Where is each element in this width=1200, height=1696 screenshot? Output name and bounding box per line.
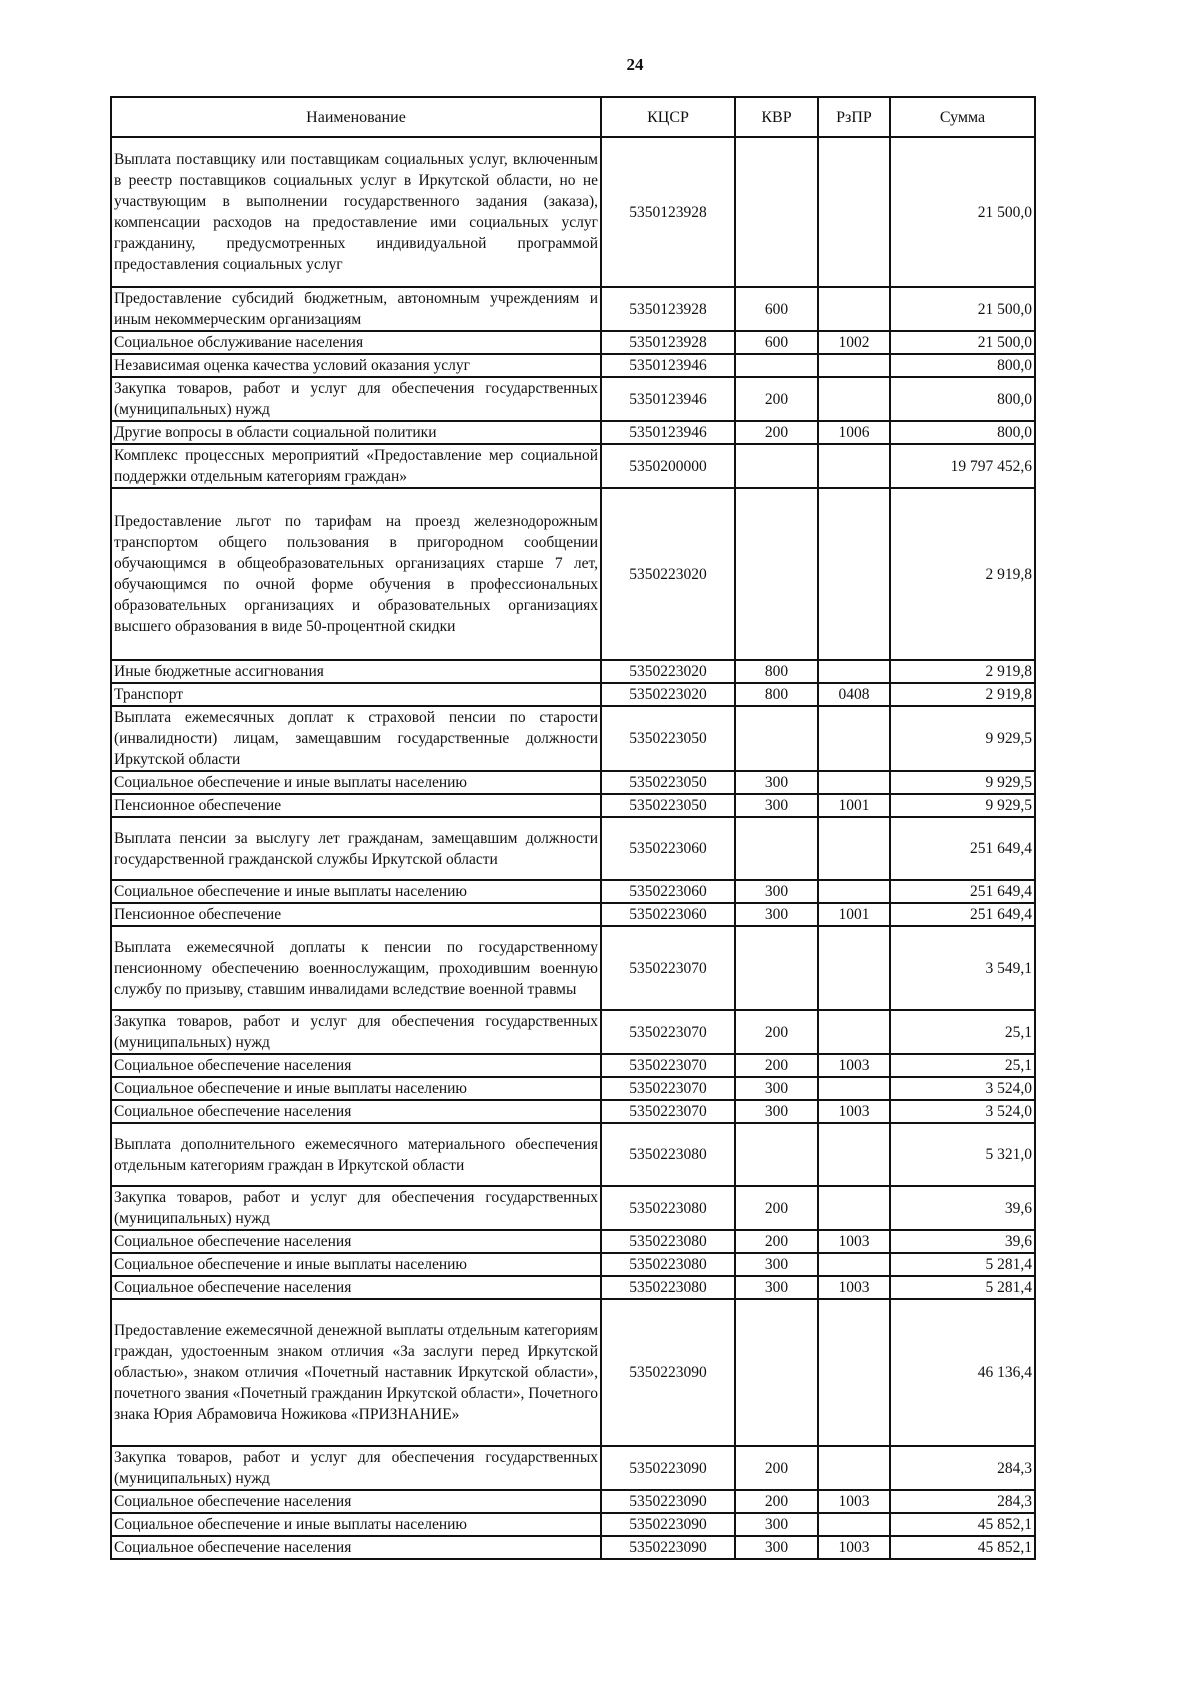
header-rzpr: РзПР [818, 97, 890, 137]
row-sum: 45 852,1 [890, 1513, 1035, 1536]
row-rzpr [818, 880, 890, 903]
table-row [111, 1077, 1035, 1100]
row-sum: 25,1 [890, 1054, 1035, 1077]
row-sum: 46 136,4 [890, 1299, 1035, 1446]
row-rzpr [818, 706, 890, 771]
row-kcsr: 5350223050 [601, 794, 735, 817]
row-kvr [735, 444, 818, 488]
row-kvr: 200 [735, 1490, 818, 1513]
row-name: Выплата поставщику или поставщикам социальных услуг, включенным в реестр поставщиков социальных услуг в Иркутской области, но не участвующим в выполнении государственного задания (заказа), компенсации расходов на предоставление ими социальных услуг гражданину, предусмотренных индивидуальной программой предоставления социальных услуг [111, 137, 601, 287]
row-rzpr: 1006 [818, 421, 890, 444]
table-row [111, 1186, 1035, 1230]
row-name: Выплата пенсии за выслугу лет гражданам, замещавшим должности государственной гражданской службы Иркутской области [111, 817, 601, 880]
row-rzpr [818, 1253, 890, 1276]
row-name: Социальное обеспечение населения [111, 1230, 601, 1253]
row-sum: 800,0 [890, 354, 1035, 377]
table-row [111, 926, 1035, 1010]
row-name: Закупка товаров, работ и услуг для обеспечения государственных (муниципальных) нужд [111, 377, 601, 421]
row-kcsr: 5350223090 [601, 1513, 735, 1536]
row-kcsr: 5350223020 [601, 683, 735, 706]
row-kcsr: 5350223020 [601, 488, 735, 660]
row-kcsr: 5350223080 [601, 1253, 735, 1276]
row-sum: 251 649,4 [890, 903, 1035, 926]
table-row [111, 488, 1035, 660]
table-row [111, 1536, 1035, 1559]
row-rzpr: 1003 [818, 1230, 890, 1253]
row-rzpr: 1003 [818, 1536, 890, 1559]
row-rzpr: 1003 [818, 1490, 890, 1513]
row-rzpr [818, 817, 890, 880]
row-kcsr: 5350223060 [601, 880, 735, 903]
row-kvr [735, 354, 818, 377]
row-kcsr: 5350223080 [601, 1230, 735, 1253]
row-name: Транспорт [111, 683, 601, 706]
row-rzpr: 1003 [818, 1100, 890, 1123]
row-sum: 3 549,1 [890, 926, 1035, 1010]
row-sum: 2 919,8 [890, 683, 1035, 706]
row-rzpr [818, 1077, 890, 1100]
table-row [111, 1513, 1035, 1536]
row-rzpr [818, 660, 890, 683]
row-kcsr: 5350223080 [601, 1123, 735, 1186]
table-row [111, 1253, 1035, 1276]
row-sum: 25,1 [890, 1010, 1035, 1054]
row-kvr: 300 [735, 771, 818, 794]
table-row [111, 1299, 1035, 1446]
row-kcsr: 5350123928 [601, 137, 735, 287]
row-kcsr: 5350223090 [601, 1446, 735, 1490]
row-kvr: 200 [735, 377, 818, 421]
row-kcsr: 5350223070 [601, 1100, 735, 1123]
row-name: Выплата ежемесячных доплат к страховой пенсии по старости (инвалидности) лицам, замещавшим государственные должности Иркутской области [111, 706, 601, 771]
row-kvr: 300 [735, 1513, 818, 1536]
row-sum: 251 649,4 [890, 817, 1035, 880]
table-row [111, 1100, 1035, 1123]
table-row [111, 771, 1035, 794]
table-row [111, 1010, 1035, 1054]
table-row [111, 444, 1035, 488]
row-rzpr: 1003 [818, 1054, 890, 1077]
row-kvr: 300 [735, 880, 818, 903]
row-name: Закупка товаров, работ и услуг для обеспечения государственных (муниципальных) нужд [111, 1010, 601, 1054]
row-sum: 5 281,4 [890, 1276, 1035, 1299]
row-rzpr [818, 1446, 890, 1490]
row-rzpr [818, 1010, 890, 1054]
row-kvr: 300 [735, 1100, 818, 1123]
table-body [111, 137, 1035, 1559]
table-row [111, 683, 1035, 706]
row-kvr: 200 [735, 1010, 818, 1054]
row-kvr: 300 [735, 1077, 818, 1100]
row-name: Независимая оценка качества условий оказания услуг [111, 354, 601, 377]
row-kvr [735, 1299, 818, 1446]
row-sum: 800,0 [890, 421, 1035, 444]
table-header-row [111, 97, 1035, 137]
row-sum: 21 500,0 [890, 137, 1035, 287]
row-kvr [735, 926, 818, 1010]
row-kvr [735, 137, 818, 287]
table-row [111, 1276, 1035, 1299]
row-rzpr [818, 1299, 890, 1446]
row-kvr: 300 [735, 903, 818, 926]
row-rzpr [818, 137, 890, 287]
row-kcsr: 5350223050 [601, 771, 735, 794]
row-kcsr: 5350123928 [601, 331, 735, 354]
table-row [111, 377, 1035, 421]
row-rzpr [818, 287, 890, 331]
table-row [111, 1446, 1035, 1490]
row-rzpr [818, 488, 890, 660]
row-name: Предоставление льгот по тарифам на проезд железнодорожным транспортом общего пользования в пригородном сообщении обучающимся в общеобразовательных организациях старше 7 лет, обучающимся по очной форме обучения в профессиональных образовательных организациях и образовательных организациях высшего образования в виде 50-процентной скидки [111, 488, 601, 660]
row-kcsr: 5350123946 [601, 377, 735, 421]
row-sum: 9 929,5 [890, 794, 1035, 817]
table-row [111, 794, 1035, 817]
row-kcsr: 5350123928 [601, 287, 735, 331]
row-kcsr: 5350123946 [601, 421, 735, 444]
row-rzpr [818, 1123, 890, 1186]
row-name: Комплекс процессных мероприятий «Предоставление мер социальной поддержки отдельным категориям граждан» [111, 444, 601, 488]
row-name: Социальное обеспечение населения [111, 1536, 601, 1559]
row-kvr: 300 [735, 1276, 818, 1299]
header-sum: Сумма [890, 97, 1035, 137]
row-kcsr: 5350200000 [601, 444, 735, 488]
row-rzpr: 1001 [818, 903, 890, 926]
row-kvr: 200 [735, 1446, 818, 1490]
row-name: Иные бюджетные ассигнования [111, 660, 601, 683]
row-kvr: 600 [735, 331, 818, 354]
header-kcsr: КЦСР [601, 97, 735, 137]
row-name: Социальное обеспечение и иные выплаты населению [111, 880, 601, 903]
row-sum: 39,6 [890, 1230, 1035, 1253]
row-kvr: 200 [735, 1054, 818, 1077]
row-name: Пенсионное обеспечение [111, 794, 601, 817]
row-kcsr: 5350123946 [601, 354, 735, 377]
row-name: Социальное обеспечение населения [111, 1054, 601, 1077]
row-sum: 800,0 [890, 377, 1035, 421]
row-sum: 3 524,0 [890, 1077, 1035, 1100]
row-name: Предоставление субсидий бюджетным, автономным учреждениям и иным некоммерческим организациям [111, 287, 601, 331]
row-rzpr: 1001 [818, 794, 890, 817]
row-sum: 2 919,8 [890, 488, 1035, 660]
row-rzpr: 0408 [818, 683, 890, 706]
row-sum: 284,3 [890, 1446, 1035, 1490]
row-kcsr: 5350223080 [601, 1276, 735, 1299]
row-rzpr: 1002 [818, 331, 890, 354]
row-sum: 39,6 [890, 1186, 1035, 1230]
row-rzpr [818, 354, 890, 377]
row-sum: 19 797 452,6 [890, 444, 1035, 488]
table-row [111, 287, 1035, 331]
row-kvr: 300 [735, 1253, 818, 1276]
row-sum: 2 919,8 [890, 660, 1035, 683]
row-sum: 284,3 [890, 1490, 1035, 1513]
row-name: Социальное обеспечение и иные выплаты населению [111, 1077, 601, 1100]
row-kvr: 300 [735, 1536, 818, 1559]
row-rzpr [818, 771, 890, 794]
row-name: Пенсионное обеспечение [111, 903, 601, 926]
row-kvr: 800 [735, 660, 818, 683]
row-name: Социальное обеспечение населения [111, 1490, 601, 1513]
row-kvr: 300 [735, 794, 818, 817]
row-sum: 21 500,0 [890, 287, 1035, 331]
table-row [111, 706, 1035, 771]
row-sum: 9 929,5 [890, 706, 1035, 771]
row-kcsr: 5350223090 [601, 1490, 735, 1513]
row-name: Закупка товаров, работ и услуг для обеспечения государственных (муниципальных) нужд [111, 1186, 601, 1230]
budget-table [110, 96, 1036, 1560]
table-row [111, 817, 1035, 880]
row-kvr [735, 1123, 818, 1186]
row-kvr [735, 706, 818, 771]
page-number: 24 [626, 55, 644, 74]
table-row [111, 903, 1035, 926]
row-name: Выплата ежемесячной доплаты к пенсии по государственному пенсионному обеспечению военнослужащим, проходившим военную службу по призыву, ставшим инвалидами вследствие военной травмы [111, 926, 601, 1010]
row-kcsr: 5350223090 [601, 1299, 735, 1446]
row-sum: 5 281,4 [890, 1253, 1035, 1276]
row-kcsr: 5350223070 [601, 926, 735, 1010]
row-kcsr: 5350223070 [601, 1077, 735, 1100]
header-kvr: КВР [735, 97, 818, 137]
table-row [111, 660, 1035, 683]
row-name: Предоставление ежемесячной денежной выплаты отдельным категориям граждан, удостоенным знаком отличия «За заслуги перед Иркутской областью», знаком отличия «Почетный наставник Иркутской области», почетного звания «Почетный гражданин Иркутской области», Почетного знака Юрия Абрамовича Ножикова «ПРИЗНАНИЕ» [111, 1299, 601, 1446]
table-row [111, 1230, 1035, 1253]
header-name: Наименование [111, 97, 601, 137]
row-name: Социальное обеспечение и иные выплаты населению [111, 1513, 601, 1536]
table-row [111, 1054, 1035, 1077]
table-row [111, 137, 1035, 287]
row-kcsr: 5350223090 [601, 1536, 735, 1559]
row-rzpr [818, 444, 890, 488]
row-kvr: 600 [735, 287, 818, 331]
row-name: Выплата дополнительного ежемесячного материального обеспечения отдельным категориям граждан в Иркутской области [111, 1123, 601, 1186]
row-rzpr [818, 377, 890, 421]
row-kvr [735, 817, 818, 880]
row-sum: 3 524,0 [890, 1100, 1035, 1123]
row-kcsr: 5350223070 [601, 1054, 735, 1077]
row-rzpr [818, 1186, 890, 1230]
row-name: Социальное обеспечение населения [111, 1276, 601, 1299]
table-row [111, 421, 1035, 444]
row-kvr [735, 488, 818, 660]
row-name: Социальное обеспечение населения [111, 1100, 601, 1123]
row-kvr: 200 [735, 1230, 818, 1253]
table-row [111, 880, 1035, 903]
row-kcsr: 5350223060 [601, 817, 735, 880]
row-kcsr: 5350223020 [601, 660, 735, 683]
row-name: Социальное обеспечение и иные выплаты населению [111, 1253, 601, 1276]
row-name: Закупка товаров, работ и услуг для обеспечения государственных (муниципальных) нужд [111, 1446, 601, 1490]
row-kvr: 200 [735, 421, 818, 444]
row-rzpr: 1003 [818, 1276, 890, 1299]
row-sum: 5 321,0 [890, 1123, 1035, 1186]
row-name: Другие вопросы в области социальной политики [111, 421, 601, 444]
table-row [111, 354, 1035, 377]
row-kcsr: 5350223080 [601, 1186, 735, 1230]
row-kvr: 200 [735, 1186, 818, 1230]
row-sum: 9 929,5 [890, 771, 1035, 794]
row-sum: 21 500,0 [890, 331, 1035, 354]
row-name: Социальное обеспечение и иные выплаты населению [111, 771, 601, 794]
table-row [111, 331, 1035, 354]
table-row [111, 1123, 1035, 1186]
row-kcsr: 5350223070 [601, 1010, 735, 1054]
row-sum: 45 852,1 [890, 1536, 1035, 1559]
row-rzpr [818, 926, 890, 1010]
row-name: Социальное обслуживание населения [111, 331, 601, 354]
row-sum: 251 649,4 [890, 880, 1035, 903]
row-rzpr [818, 1513, 890, 1536]
row-kvr: 800 [735, 683, 818, 706]
row-kcsr: 5350223050 [601, 706, 735, 771]
table-row [111, 1490, 1035, 1513]
row-kcsr: 5350223060 [601, 903, 735, 926]
